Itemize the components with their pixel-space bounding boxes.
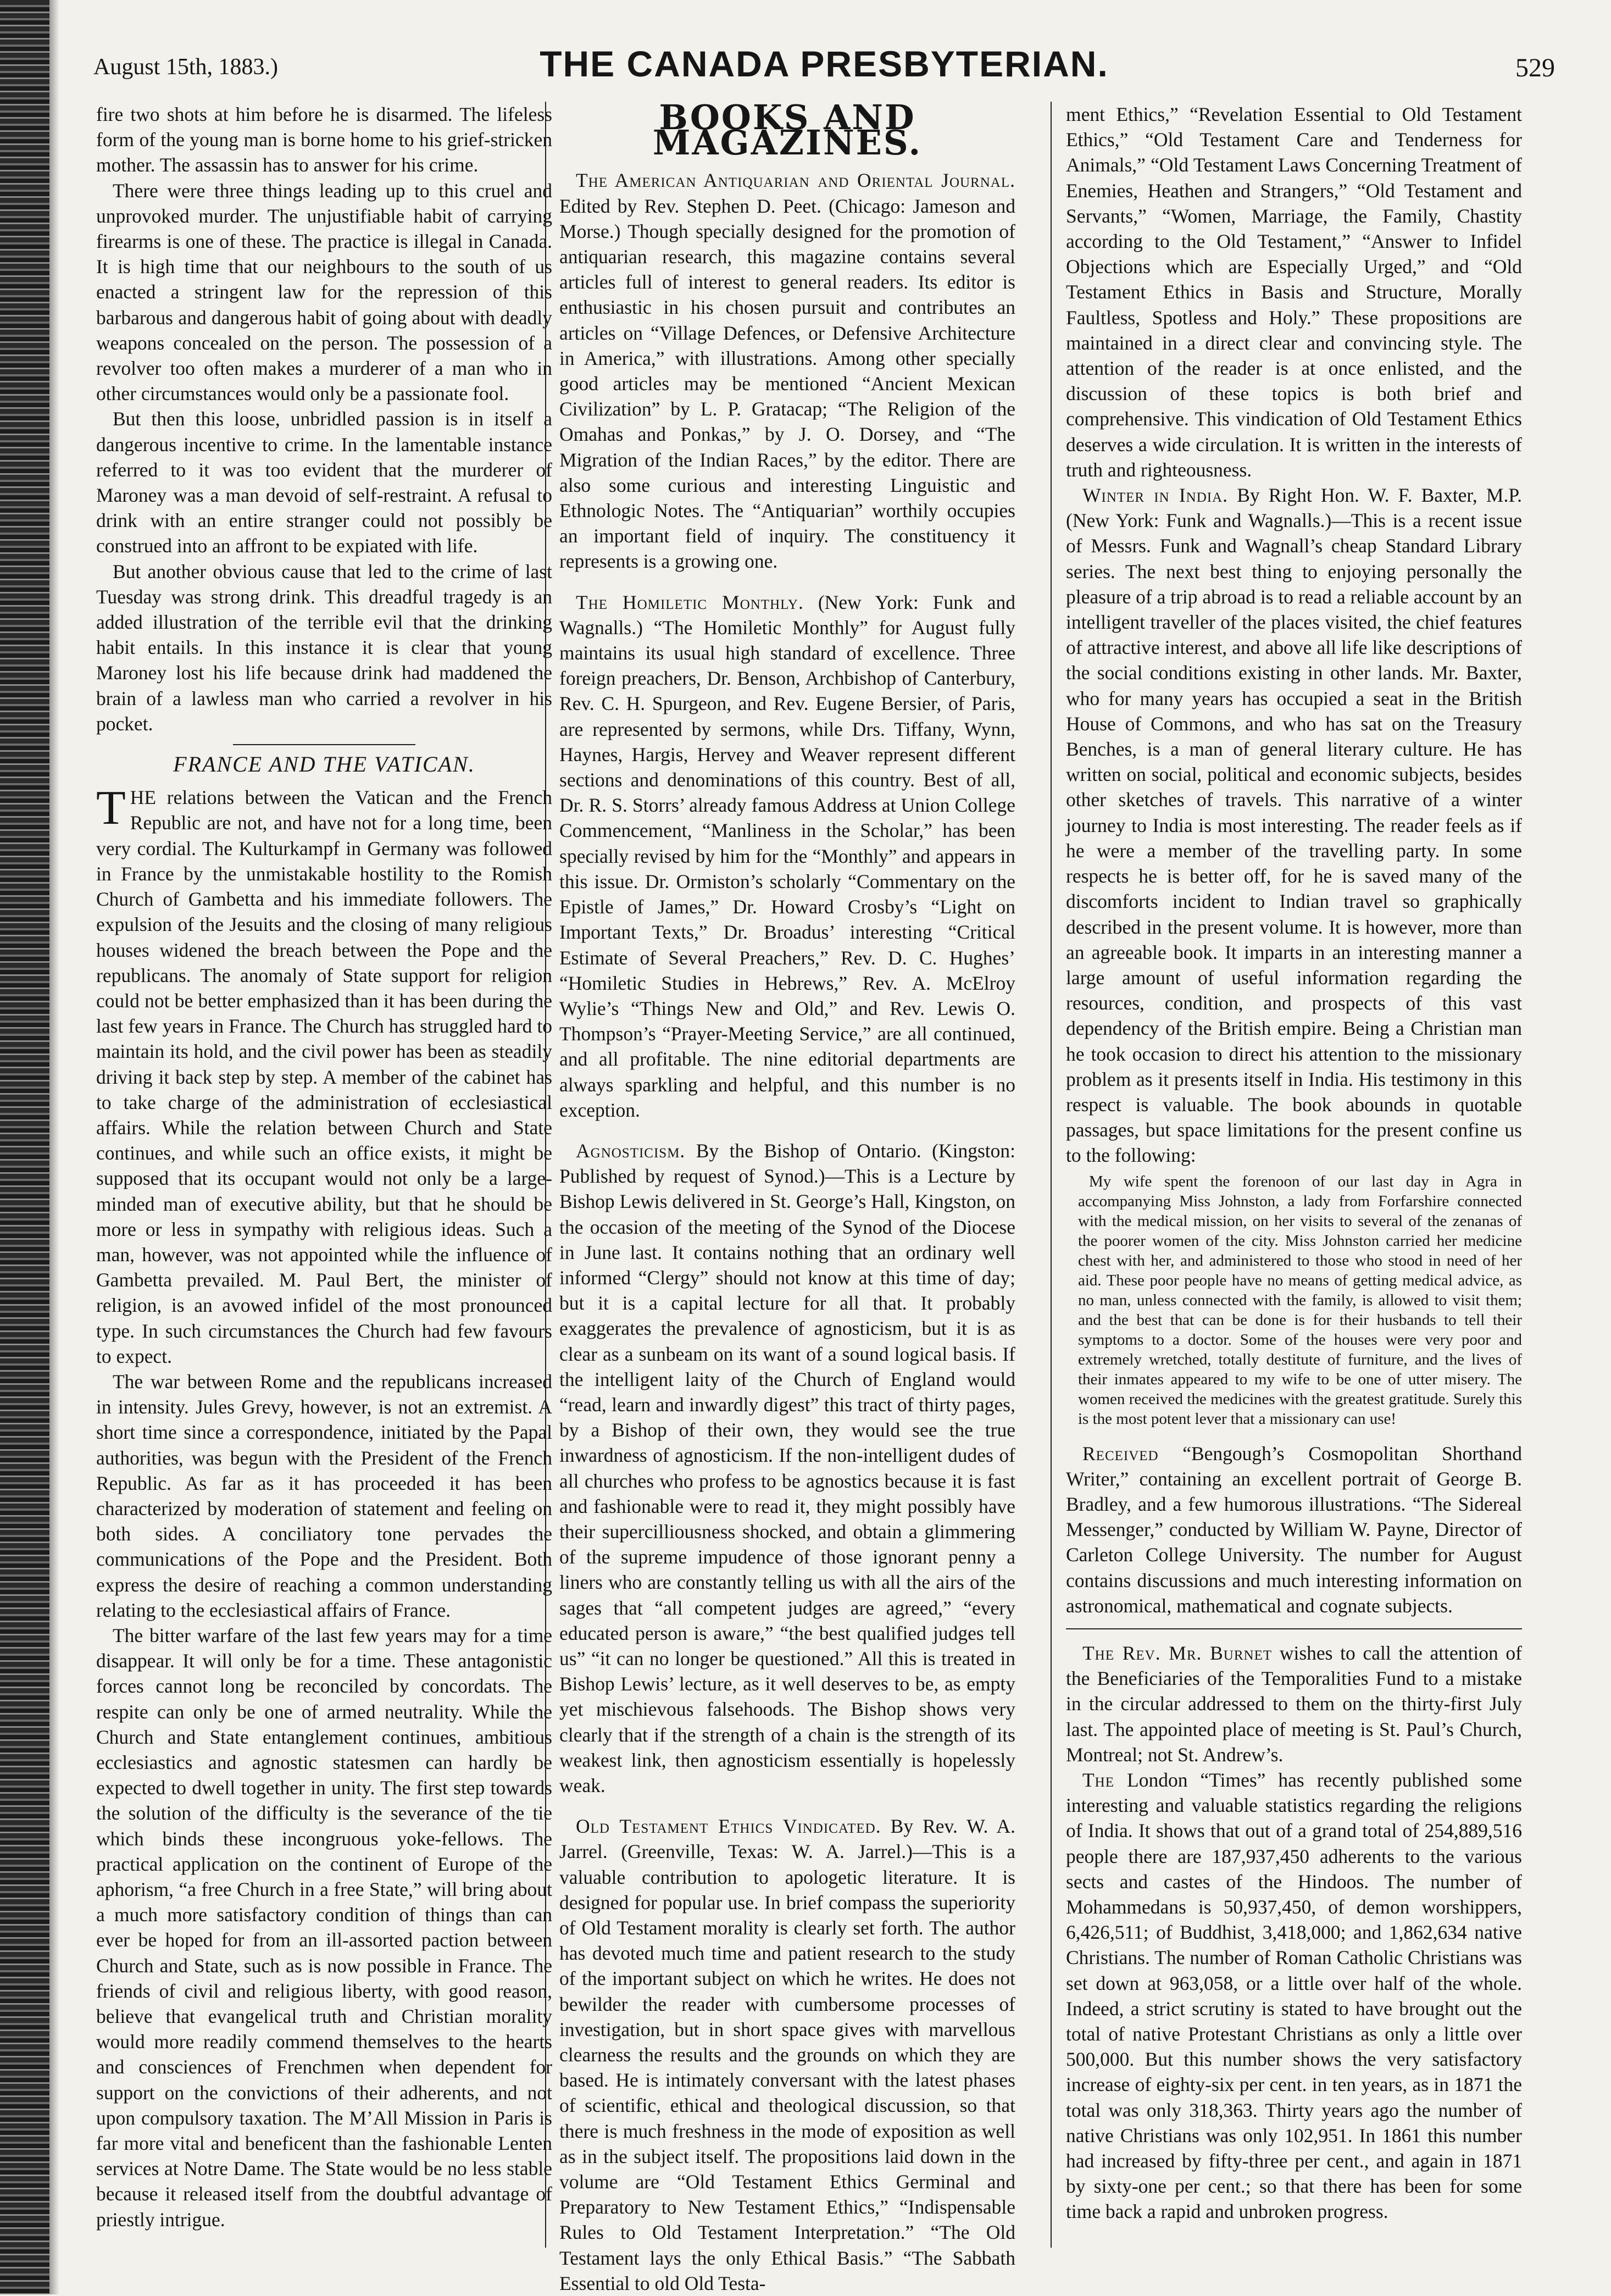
notice-lead: The Rev. Mr. Burnet [1082, 1641, 1273, 1664]
review-entry: Winter in India. By Right Hon. W. F. Baxter, M.P. (New York: Funk and Wagnalls.)—This is a recent issue of Messrs. Funk and Wagnall’s cheap Standard Library series. The next best thing to enjoying personally the pleasure of a trip abroad is to read a reliable account by an intelligent traveller of the places visited, the chief features of attractive interest, and above all life like descriptions of the social conditions existing in other lands. Mr. Baxter, who for many years has occupied a seat in the British House of Commons, and who has sat on the Treasury Benches, is a man of general literary culture. He has written on social, political and economic subjects, besides other sketches of travels. This narrative of a winter journey to India is most interesting. The reader feels as if he were a member of the travelling party. In some respects he is better off, for he is saved many of the discomforts incident to Indian travel so graphically described in the present volume. It is however, more than an agreeable book. It imparts in an interesting manner a large amount of useful information regarding the resources, condition, and prospects of this vast dependency of the British empire. Being a Christian man he took occasion to direct his attention to the missionary problem as it presents itself in India. His testimony in this respect is valuable. The book abounds in quotable passages, but space limitations for the present confine us to the following: [1066, 484, 1523, 1167]
notice-entry: Received “Bengough’s Cosmopolitan Shorthand Writer,” containing an excellent portrait of George B. Bradley, and a few humorous illustrations. “The Sidereal Messenger,” conducted by William W. Payne, Director of Carleton College University. The number for August contains discussions and much interesting information on astronomical, mathematical and cognate subjects. [1066, 1442, 1522, 1617]
column-middle [559, 97, 1016, 2294]
review-title: Winter in India. [1082, 484, 1229, 507]
journal-title: THE CANADA PRESBYTERIAN. [540, 43, 1109, 84]
paragraph: But then this loose, unbridled passion is in itself a dangerous incentive to crime. In the lamentable instance referred to it was too evident that the murderer of Maroney was a man devoid of self-restraint. A refusal to drink with an entire stranger could not possibly be construed into an affront to be expiated with life. [96, 408, 552, 557]
issue-date: August 15th, 1883.) [93, 54, 278, 80]
paragraph: fire two shots at him before he is disarmed. The lifeless form of the young man is borne home to his grief-stricken mother. The assassin has to answer for his crime. [96, 103, 552, 176]
review-entry: The American Antiquarian and Oriental Journal. Edited by Rev. Stephen D. Peet. (Chicago: Jameson and Morse.) Though specially designed for the promotion of antiquarian research, this magazine contains several articles full of interest to general readers. Its editor is enthusiastic in his chosen pursuit and contributes an articles on “Village Defences, or Defensive Architecture in America,” with illustrations. Among other specially good articles may be mentioned “Ancient Mexican Civilization” by L. P. Gratacap; “The Religion of the Omahas and Ponkas,” by J. O. Dorsey, and “The Migration of the Indian Races,” by the editor. There are also some curious and interesting Linguistic and Ethnologic Notes. The “Antiquarian” worthily occupies an important field of inquiry. The constituency it represents is a growing one. [559, 169, 1015, 573]
notice-lead: Received [1082, 1442, 1159, 1465]
page-number: 529 [1515, 53, 1555, 82]
section-divider [1066, 1628, 1522, 1629]
paragraph: The war between Rome and the republicans increased in intensity. Jules Grevy, however, is not an extremist. A short time since a correspondence, initiated by the Papal authorities, was begun with the President of the French Republic. As far as it has proceeded it has been characterized by moderation of statement and feeling on both sides. A conciliatory tone pervades the communications of the Pope and the President. Both express the desire of reaching a common understanding relating to the ecclesiastical affairs of France. [96, 1370, 552, 1621]
review-entry: Old Testament Ethics Vindicated. By Rev. W. A. Jarrel. (Greenville, Texas: W. A. Jarrel.)—This is a valuable contribution to apologetic literature. It is designed for popular use. In brief compass the superiority of Old Testament morality is clearly set forth. The author has devoted much time and patient research to the study of the important subject on which he writes. He does not bewilder the reader with cumbersome processes of investigation, but in short space gives with marvellous clearness the results and the grounds on which they are based. He is intimately conversant with the latest phases of scientific, ethical and theological discussion, so that there is much freshness in the mode of exposition as well as in the subject itself. The propositions laid down in the volume are “Old Testament Ethics Germinal and Preparatory to New Testament Ethics,” “Indispensable Rules to Old Testament Interpretation.” “The Old Testament lays the only Ethical Basis.” “The Sabbath Essential to old Old Testa- [559, 1815, 1016, 2294]
column-right [1066, 102, 1522, 2256]
section-title: FRANCE AND THE VATICAN. [173, 752, 475, 777]
paragraph: There were three things leading up to this cruel and unprovoked murder. The unjustifiable habit of carrying firearms is one of these. The practice is illegal in Canada. It is high time that our neighbours to the south of us enacted a stringent law for the repression of this barbarous and dangerous habit of going about with deadly weapons concealed on the person. The possession of a revolver too often makes a murderer of a man who in other circumstances would only be a passionate fool. [96, 179, 552, 405]
page-header [93, 43, 1555, 87]
column-divider [1051, 102, 1052, 2248]
review-title: Old Testament Ethics Vindicated. [576, 1815, 881, 1838]
section-divider [233, 744, 415, 745]
notice-entry: The Rev. Mr. Burnet wishes to call the attention of the Beneficiaries of the Temporalities Fund to a mistake in the circular addressed to them on the thirty-first July last. The appointed place of meeting is St. Paul’s Church, Montreal; not St. Andrew’s. [1066, 1641, 1522, 1766]
review-entry: Agnosticism. By the Bishop of Ontario. (Kingston: Published by request of Synod.)—This is a Lecture by Bishop Lewis delivered in St. George’s Hall, Kingston, on the occasion of the meeting of the Synod of the Diocese in June last. It contains nothing that an ordinary well informed “Clergy” should not know at this time of day; but it is a capital lecture for all that. It probably exaggerates the prevalence of agnosticism, but it is as clear as a sunbeam on its want of a sound logical basis. If the intelligent laity of the Church of England would “read, learn and inwardly digest” this tract of thirty pages, by a Bishop of their own, they would see the true inwardness of agnosticism. If the non-intelligent dudes of all churches who profess to be agnostics because it is fast and fashionable were to read it, they might possibly have their supercilliousness shocked, and obtain a glimmering of the supreme impudence of those ignorant penny a liners who are constantly telling us with all the airs of the sages that “all competent judges are agreed,” “every educated person is aware,” “the best qualified judges tell us” “it can no longer be questioned.” All this is treated in Bishop Lewis’ lecture, as it well deserves to be, as empty yet mischievous falsehoods. The Bishop shows very clearly that if the strength of a chain is the strength of its weakest link, then agnosticism essentially is hopelessly weak. [559, 1139, 1015, 1796]
drop-cap: T [96, 781, 126, 835]
review-title: Agnosticism. [576, 1139, 686, 1162]
paragraph: ment Ethics,” “Revelation Essential to Old Testament Ethics,” “Old Testament Care and Tenderness for Animals,” “Old Testament Laws Concerning Treatment of Enemies, Heathen and Strangers,” “Old Testament and Servants,” “Women, Marriage, the Family, Chastity according to the Old Testament,” “Answer to Infidel Objections which are Especially Urged,” and “Old Testament Ethics in Basis and Structure, Morally Faultless, Spotless and Holy.” These propositions are maintained in a direct clear and convincing style. The attention of the reader is at once enlisted, and the discussion of these topics is both brief and comprehensive. This vindication of Old Testament Ethics deserves a wide circulation. It is written in the interests of truth and righteousness. [1066, 103, 1522, 481]
block-quote: My wife spent the forenoon of our last day in Agra in accompanying Miss Johnston, a lady from Forfarshire connected with the medical mission, on her visits to several of the zenanas of the poorer women of the city. Miss Johnston carried her medicine chest with her, and administered to those who stood in need of her aid. These poor people have no means of getting medical advice, as no man, unless connected with the family, is allowed to visit them; and the best that can be done is for their husbands to tell their symptoms to a doctor. Some of the houses were very poor and extremely wretched, totally destitute of furniture, and the lives of their inmates appeared to my wife to be one of utter misery. The women received the medicines with the greatest gratitude. Surely this is the most potent lever that a missionary can use! [1078, 1172, 1522, 1428]
review-title: The American Antiquarian and Oriental Journal. [576, 169, 1015, 192]
notice-entry: The London “Times” has recently published some interesting and valuable statistics regarding the religions of India. It shows that out of a grand total of 254,889,516 people there are 187,937,450 adherents to the various sects and castes of the Hindoos. The number of Mohammedans is 50,937,450, of demon worshippers, 6,426,511; of Buddhist, 3,418,000; and 1,862,634 native Christians. The number of Roman Catholic Christians was set down at 963,058, or a little over half of the whole. Indeed, a strict scrutiny is stated to have brought out the total of native Protestant Christians as only a little over 500,000. But this number shows the very satisfactory increase of eighty-six per cent. in ten years, as in 1871 the total was only 318,363. Thirty years ago the number of native Christians was only 102,951. In 1861 this number had increased by fifty-three per cent., and again in 1871 by sixty-one per cent.; so that there has been for some time back a rapid and unbroken progress. [1066, 1768, 1523, 2223]
review-title: The Homiletic Monthly. [576, 591, 804, 613]
book-spine-binding [0, 0, 49, 2294]
column-left [96, 102, 552, 2256]
review-entry: The Homiletic Monthly. (New York: Funk and Wagnalls.) “The Homiletic Monthly” for August fully maintains its usual high standard of excellence. Three foreign preachers, Dr. Benson, Archbishop of Canterbury, Rev. C. H. Spurgeon, and Rev. Eugene Bersier, of Paris, are represented by sermons, while Drs. Tiffany, Wynn, Haynes, Hargis, Hervey and Weaver represent different sections and denominations of this country. Best of all, Dr. R. S. Storrs’ already famous Address at Union College Commencement, “Manliness in the Scholar,” has been specially revised by him for the “Monthly” and appears in this issue. Dr. Ormiston’s scholarly “Commentary on the Epistle of James,” Dr. Howard Crosby’s “Light on Important Texts,” Dr. Broadus’ interesting “Critical Estimate of Several Preachers,” Rev. D. C. Hughes’ “Homiletic Studies in Hebrews,” Rev. A. McElroy Wylie’s “Things New and Old,” and Rev. Lewis O. Thompson’s “Prayer-Meeting Service,” are all continued, and all profitable. The nine editorial departments are always sparkling and helpful, and this number is no exception. [559, 591, 1015, 1121]
section-title: BOOKS AND MAGAZINES. [652, 97, 923, 163]
paragraph: But another obvious cause that led to the crime of last Tuesday was strong drink. This dreadful tragedy is an added illustration of the terrible evil that the drinking habit entails. In this instance it is clear that young Maroney lost his life because drink had maddened the brain of a lawless man who carried a revolver in his pocket. [96, 560, 552, 735]
paragraph: The bitter warfare of the last few years may for a time disappear. It will only be for a time. These antagonistic forces cannot long be reconciled by concordats. The respite can only be one of armed neutrality. While the Church and State entanglement continues, ambitious ecclesiastics and agnostic statesmen can hardly be expected to dwell together in unity. The first step towards the solution of the difficulty is the severance of the tie which binds these incongruous yoke-fellows. The practical application on the continent of Europe of the aphorism, “a free Church in a free State,” will bring about a much more satisfactory condition of things than can ever be hoped for from an ill-assorted paction between Church and State, such as is now possible in France. The friends of civil and religious liberty, with good reason, believe that evangelical truth and Christian morality would more readily commend themselves to the hearts and consciences of Frenchmen when dependent for support on the convictions of their adherents, and not upon compulsory taxation. The M’All Mission in Paris is far more vital and beneficent than the fashionable Lenten services at Notre Dame. The State would be no less stable because it released itself from the doubtful advantage of priestly intrigue. [96, 1624, 552, 2231]
notice-lead: The [1082, 1768, 1115, 1791]
paragraph: THE relations between the Vatican and the French Republic are not, and have not for a long time, been very cordial. The Kulturkampf in Germany was followed in France by the unmistakable hostility to the Romish Church of Gambetta and his immediate followers. The expulsion of the Jesuits and the closing of many religious houses widened the breach between the Pope and the republicans. The anomaly of State support for religion could not be better emphasized than it has been during the last few years in France. The Church has struggled hard to maintain its hold, and the civil power has been as steadily driving it back step by step. A member of the cabinet has to take charge of the administration of ecclesiastical affairs. While the relation between Church and State continues, and while such an office exists, it might be supposed that its occupant would not only be a large-minded man of executive ability, but that he should be more or less in sympathy with religious ideas. Such a man, however, was not appointed while the influence of Gambetta prevailed. M. Paul Bert, the minister of religion, is an avowed infidel of the most pronounced type. In such circumstances the Church had few favours to expect. [96, 781, 552, 1367]
